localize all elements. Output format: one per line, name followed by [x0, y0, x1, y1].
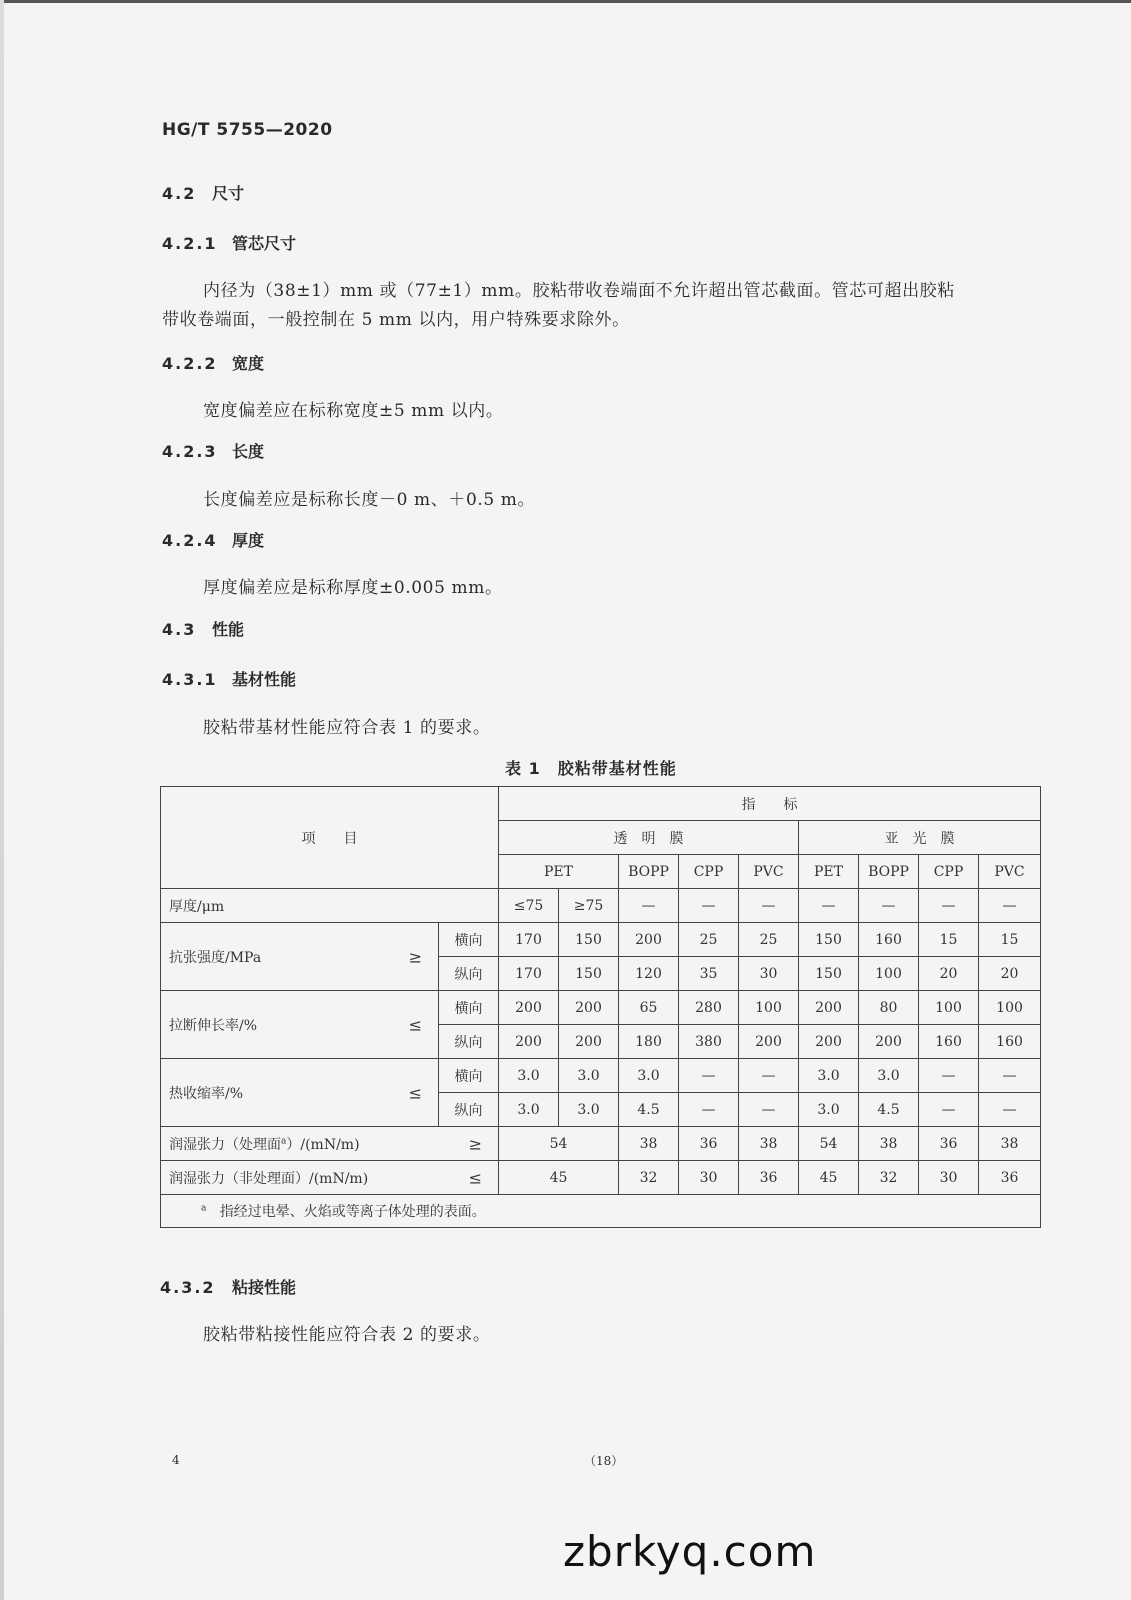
- section-number: 4.3: [162, 620, 197, 639]
- cell: 170: [499, 957, 559, 991]
- page-sequence: （18）: [584, 1454, 624, 1468]
- section-title: 厚度: [232, 531, 265, 550]
- cell: —: [679, 1093, 739, 1127]
- paragraph: 胶粘带基材性能应符合表 1 的要求。: [203, 718, 491, 738]
- section-4-2-1-heading: [162, 231, 296, 254]
- cell: 150: [799, 923, 859, 957]
- section-number: 4.2.2: [162, 354, 218, 373]
- head-transparent-film: 透 明 膜: [499, 821, 799, 855]
- table-row: [161, 991, 1041, 1025]
- footnote-text: 指经过电晕、火焰或等离子体处理的表面。: [219, 1204, 486, 1220]
- section-4-2-4-heading: [162, 528, 264, 551]
- cell: 100: [739, 991, 799, 1025]
- cell: 200: [799, 1025, 859, 1059]
- table-footnote-row: [161, 1195, 1041, 1228]
- paragraph-line: 内径为（38±1）mm 或（77±1）mm。胶粘带收卷端面不允许超出管芯截面。管芯可超出胶粘: [203, 281, 955, 301]
- table-1-caption: 表 1 胶粘带基材性能: [505, 759, 677, 778]
- direction-cell: 横向: [439, 991, 499, 1025]
- cell: 170: [499, 923, 559, 957]
- cell: 200: [859, 1025, 919, 1059]
- left-scan-shadow: [0, 0, 4, 1600]
- cell: —: [979, 1093, 1041, 1127]
- material-cell: BOPP: [619, 855, 679, 889]
- comparison-symbol: ≤: [468, 1168, 482, 1187]
- section-number: 4.3.1: [162, 670, 218, 689]
- label-end: ）/(mN/m): [286, 1136, 360, 1153]
- cell: 3.0: [499, 1059, 559, 1093]
- section-title: 管芯尺寸: [232, 234, 297, 253]
- label-start: 润湿张力（处理面: [169, 1136, 281, 1153]
- cell: 3.0: [859, 1059, 919, 1093]
- paragraph: 长度偏差应是标称长度－0 m、＋0.5 m。: [203, 490, 536, 510]
- material-cell: PVC: [979, 855, 1041, 889]
- cell: 4.5: [859, 1093, 919, 1127]
- table-row: [161, 923, 1041, 957]
- row-label: [161, 991, 439, 1059]
- row-label: [161, 1059, 439, 1127]
- cell: —: [919, 1093, 979, 1127]
- section-number: 4.2.3: [162, 442, 218, 461]
- material-cell: PET: [499, 855, 619, 889]
- direction-cell: 横向: [439, 923, 499, 957]
- footnote-ref: a: [281, 1135, 287, 1146]
- cell: —: [799, 889, 859, 923]
- cell: 38: [739, 1127, 799, 1161]
- cell: 36: [919, 1127, 979, 1161]
- table-row: [161, 1161, 1041, 1195]
- cell: 380: [679, 1025, 739, 1059]
- section-title: 基材性能: [232, 670, 297, 689]
- top-edge-line: [0, 0, 1131, 3]
- cell: 280: [679, 991, 739, 1025]
- cell: 160: [919, 1025, 979, 1059]
- section-4-2-2-heading: [162, 351, 264, 374]
- cell: 200: [799, 991, 859, 1025]
- table-row: [161, 889, 1041, 923]
- cell: —: [859, 889, 919, 923]
- cell: 160: [859, 923, 919, 957]
- cell: 150: [559, 923, 619, 957]
- comparison-symbol: ≥: [468, 1134, 482, 1153]
- cell: —: [919, 1059, 979, 1093]
- section-number: 4.2: [162, 184, 197, 203]
- cell: 100: [919, 991, 979, 1025]
- cell: 3.0: [799, 1059, 859, 1093]
- cell: —: [979, 889, 1041, 923]
- cell: 30: [739, 957, 799, 991]
- cell: 30: [919, 1161, 979, 1195]
- cell: —: [919, 889, 979, 923]
- cell: 3.0: [559, 1093, 619, 1127]
- section-number: 4.2.4: [162, 531, 218, 550]
- cell: 100: [979, 991, 1041, 1025]
- property-name: 拉断伸长率/%: [169, 1017, 258, 1034]
- section-number: 4.2.1: [162, 234, 218, 253]
- section-4-3-heading: [162, 617, 244, 640]
- section-4-2-3-heading: [162, 439, 264, 462]
- standard-number: HG/T 5755—2020: [162, 120, 333, 140]
- row-label: 厚度/μm: [161, 889, 499, 923]
- cell: 180: [619, 1025, 679, 1059]
- paragraph: 胶粘带粘接性能应符合表 2 的要求。: [203, 1325, 491, 1345]
- table-footnote: [161, 1195, 1041, 1228]
- cell: ≥75: [559, 889, 619, 923]
- cell: —: [619, 889, 679, 923]
- cell: 38: [979, 1127, 1041, 1161]
- table-row: [161, 1127, 1041, 1161]
- property-name: 热收缩率/%: [169, 1085, 244, 1102]
- section-title: 长度: [232, 442, 265, 461]
- cell: 100: [859, 957, 919, 991]
- cell: 200: [559, 991, 619, 1025]
- section-title: 尺寸: [212, 184, 245, 203]
- comparison-symbol: ≤: [408, 1083, 422, 1102]
- property-name: 润湿张力（非处理面）/(mN/m): [169, 1170, 369, 1187]
- cell: 38: [859, 1127, 919, 1161]
- paragraph: 厚度偏差应是标称厚度±0.005 mm。: [203, 578, 503, 598]
- section-title: 粘接性能: [232, 1278, 297, 1297]
- cell: 15: [919, 923, 979, 957]
- head-index: 指 标: [499, 787, 1041, 821]
- table-head-row: [161, 787, 1041, 821]
- comparison-symbol: ≤: [408, 1015, 422, 1034]
- cell: 150: [799, 957, 859, 991]
- cell: 200: [619, 923, 679, 957]
- cell: 20: [919, 957, 979, 991]
- cell: ≤75: [499, 889, 559, 923]
- footnote-mark: a: [201, 1203, 207, 1214]
- table-row: [161, 1059, 1041, 1093]
- direction-cell: 横向: [439, 1059, 499, 1093]
- cell: 45: [499, 1161, 619, 1195]
- section-title: 宽度: [232, 354, 265, 373]
- cell: 3.0: [619, 1059, 679, 1093]
- cell: 45: [799, 1161, 859, 1195]
- property-name: 抗张强度/MPa: [169, 949, 262, 966]
- cell: 200: [499, 1025, 559, 1059]
- cell: 3.0: [559, 1059, 619, 1093]
- row-label: [161, 923, 439, 991]
- cell: —: [679, 889, 739, 923]
- property-name: [169, 1137, 360, 1153]
- cell: 36: [979, 1161, 1041, 1195]
- section-title: 性能: [212, 620, 245, 639]
- cell: 120: [619, 957, 679, 991]
- cell: 150: [559, 957, 619, 991]
- cell: 3.0: [499, 1093, 559, 1127]
- direction-cell: 纵向: [439, 1093, 499, 1127]
- cell: 20: [979, 957, 1041, 991]
- cell: —: [739, 1059, 799, 1093]
- section-4-2-heading: [162, 181, 244, 204]
- cell: 30: [679, 1161, 739, 1195]
- cell: 4.5: [619, 1093, 679, 1127]
- cell: —: [679, 1059, 739, 1093]
- cell: 36: [739, 1161, 799, 1195]
- cell: 54: [799, 1127, 859, 1161]
- cell: —: [739, 889, 799, 923]
- table-1: [160, 786, 1041, 1228]
- comparison-symbol: ≥: [408, 947, 422, 966]
- material-cell: CPP: [679, 855, 739, 889]
- cell: 200: [559, 1025, 619, 1059]
- row-label: [161, 1161, 499, 1195]
- cell: 65: [619, 991, 679, 1025]
- head-item: 项 目: [161, 787, 499, 889]
- direction-cell: 纵向: [439, 1025, 499, 1059]
- material-cell: CPP: [919, 855, 979, 889]
- cell: 200: [499, 991, 559, 1025]
- cell: 3.0: [799, 1093, 859, 1127]
- cell: 38: [619, 1127, 679, 1161]
- paragraph: 宽度偏差应在标称宽度±5 mm 以内。: [203, 401, 504, 421]
- material-cell: PVC: [739, 855, 799, 889]
- paragraph-line: 带收卷端面，一般控制在 5 mm 以内，用户特殊要求除外。: [162, 310, 630, 330]
- direction-cell: 纵向: [439, 957, 499, 991]
- section-4-3-2-heading: [160, 1275, 296, 1298]
- cell: 25: [739, 923, 799, 957]
- cell: 15: [979, 923, 1041, 957]
- cell: 80: [859, 991, 919, 1025]
- page-number: 4: [172, 1453, 180, 1467]
- cell: —: [979, 1059, 1041, 1093]
- cell: 32: [859, 1161, 919, 1195]
- material-cell: BOPP: [859, 855, 919, 889]
- watermark-text: zbrkyq.com: [563, 1527, 817, 1576]
- cell: 160: [979, 1025, 1041, 1059]
- cell: 32: [619, 1161, 679, 1195]
- cell: 25: [679, 923, 739, 957]
- head-matte-film: 亚 光 膜: [799, 821, 1041, 855]
- cell: 200: [739, 1025, 799, 1059]
- section-number: 4.3.2: [160, 1278, 216, 1297]
- cell: 35: [679, 957, 739, 991]
- cell: —: [739, 1093, 799, 1127]
- cell: 36: [679, 1127, 739, 1161]
- section-4-3-1-heading: [162, 667, 296, 690]
- material-cell: PET: [799, 855, 859, 889]
- cell: 54: [499, 1127, 619, 1161]
- row-label: [161, 1127, 499, 1161]
